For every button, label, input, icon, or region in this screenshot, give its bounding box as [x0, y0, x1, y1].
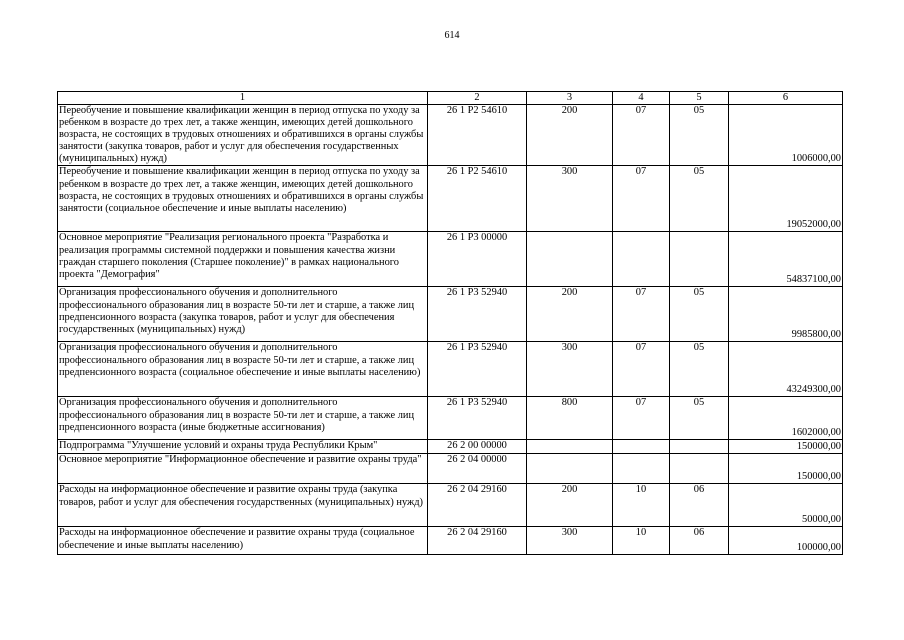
row-name: Основное мероприятие "Информационное обеспечение и развитие охраны труда" — [58, 454, 428, 484]
row-amount: 9985800,00 — [729, 287, 843, 342]
row-name: Организация профессионального обучения и дополнительного профессионального образования лиц в возрасте 50-ти лет и старше, а также лиц предпенсионного возраста (закупка товаров, работ и услуг для обеспечения государственных (муниципальных) нужд) — [58, 287, 428, 342]
budget-table — [57, 91, 843, 555]
row-target-code: 26 1 P3 52940 — [428, 342, 527, 397]
row-expense-type: 200 — [527, 484, 613, 527]
row-target-code: 26 2 00 00000 — [428, 440, 527, 454]
row-section: 10 — [613, 484, 670, 527]
row-target-code: 26 2 04 29160 — [428, 527, 527, 555]
row-expense-type: 300 — [527, 342, 613, 397]
row-section: 07 — [613, 342, 670, 397]
table-row — [58, 397, 843, 440]
row-amount: 1006000,00 — [729, 105, 843, 166]
column-header-4: 4 — [613, 92, 670, 105]
table-row — [58, 440, 843, 454]
row-name: Переобучение и повышение квалификации женщин в период отпуска по уходу за ребенком в возрасте до трех лет, а также женщин, имеющих детей дошкольного возраста, не состоящих в трудовых отношениях и обратившихся в органы службы занятости (закупка товаров, работ и услуг для обеспечения государственных (муниципальных) нужд) — [58, 105, 428, 166]
row-section — [613, 440, 670, 454]
row-expense-type: 300 — [527, 527, 613, 555]
row-amount: 150000,00 — [729, 440, 843, 454]
row-target-code: 26 2 04 00000 — [428, 454, 527, 484]
column-header-3: 3 — [527, 92, 613, 105]
column-header-5: 5 — [670, 92, 729, 105]
row-target-code: 26 1 P2 54610 — [428, 166, 527, 232]
row-section — [613, 232, 670, 287]
row-target-code: 26 2 04 29160 — [428, 484, 527, 527]
row-subsection: 05 — [670, 166, 729, 232]
row-section: 07 — [613, 397, 670, 440]
table-row — [58, 105, 843, 166]
row-name: Расходы на информационное обеспечение и развитие охраны труда (закупка товаров, работ и услуг для обеспечения государственных (муниципальных) нужд) — [58, 484, 428, 527]
row-section: 07 — [613, 105, 670, 166]
column-header-6: 6 — [729, 92, 843, 105]
row-subsection: 06 — [670, 484, 729, 527]
row-subsection: 05 — [670, 397, 729, 440]
row-subsection — [670, 454, 729, 484]
row-subsection: 05 — [670, 287, 729, 342]
row-subsection — [670, 232, 729, 287]
table-row — [58, 484, 843, 527]
row-amount: 50000,00 — [729, 484, 843, 527]
table-row — [58, 232, 843, 287]
row-target-code: 26 1 P2 54610 — [428, 105, 527, 166]
row-name: Переобучение и повышение квалификации женщин в период отпуска по уходу за ребенком в возрасте до трех лет, а также женщин, имеющих детей дошкольного возраста, не состоящих в трудовых отношениях и обратившихся в органы службы занятости (социальное обеспечение и иные выплаты населению) — [58, 166, 428, 232]
table-row — [58, 527, 843, 555]
row-target-code: 26 1 P3 52940 — [428, 397, 527, 440]
page-number: 614 — [444, 30, 460, 41]
row-amount: 54837100,00 — [729, 232, 843, 287]
row-section — [613, 454, 670, 484]
row-amount: 19052000,00 — [729, 166, 843, 232]
row-expense-type: 300 — [527, 166, 613, 232]
row-name: Расходы на информационное обеспечение и развитие охраны труда (социальное обеспечение и иные выплаты населению) — [58, 527, 428, 555]
row-subsection: 05 — [670, 342, 729, 397]
table-row — [58, 454, 843, 484]
row-amount: 100000,00 — [729, 527, 843, 555]
row-amount: 1602000,00 — [729, 397, 843, 440]
row-expense-type — [527, 440, 613, 454]
table-row — [58, 287, 843, 342]
row-target-code: 26 1 P3 52940 — [428, 287, 527, 342]
row-section: 10 — [613, 527, 670, 555]
row-name: Подпрограмма "Улучшение условий и охраны труда Республики Крым" — [58, 440, 428, 454]
row-amount: 150000,00 — [729, 454, 843, 484]
row-subsection: 06 — [670, 527, 729, 555]
row-name: Организация профессионального обучения и дополнительного профессионального образования лиц в возрасте 50-ти лет и старше, а также лиц предпенсионного возраста (иные бюджетные ассигнования) — [58, 397, 428, 440]
row-section: 07 — [613, 287, 670, 342]
row-name: Организация профессионального обучения и дополнительного профессионального образования лиц в возрасте 50-ти лет и старше, а также лиц предпенсионного возраста (социальное обеспечение и иные выплаты населению) — [58, 342, 428, 397]
row-section: 07 — [613, 166, 670, 232]
row-name: Основное мероприятие "Реализация регионального проекта "Разработка и реализация программы системной поддержки и повышения качества жизни граждан старшего поколения (Старшее поколение)" в рамках национального проекта "Демография" — [58, 232, 428, 287]
row-expense-type — [527, 454, 613, 484]
row-expense-type: 200 — [527, 105, 613, 166]
row-subsection: 05 — [670, 105, 729, 166]
column-header-1: 1 — [58, 92, 428, 105]
column-header-2: 2 — [428, 92, 527, 105]
row-amount: 43249300,00 — [729, 342, 843, 397]
table-row — [58, 342, 843, 397]
row-expense-type — [527, 232, 613, 287]
table-row — [58, 166, 843, 232]
table-header-row — [58, 92, 843, 105]
row-subsection — [670, 440, 729, 454]
row-target-code: 26 1 P3 00000 — [428, 232, 527, 287]
row-expense-type: 200 — [527, 287, 613, 342]
row-expense-type: 800 — [527, 397, 613, 440]
